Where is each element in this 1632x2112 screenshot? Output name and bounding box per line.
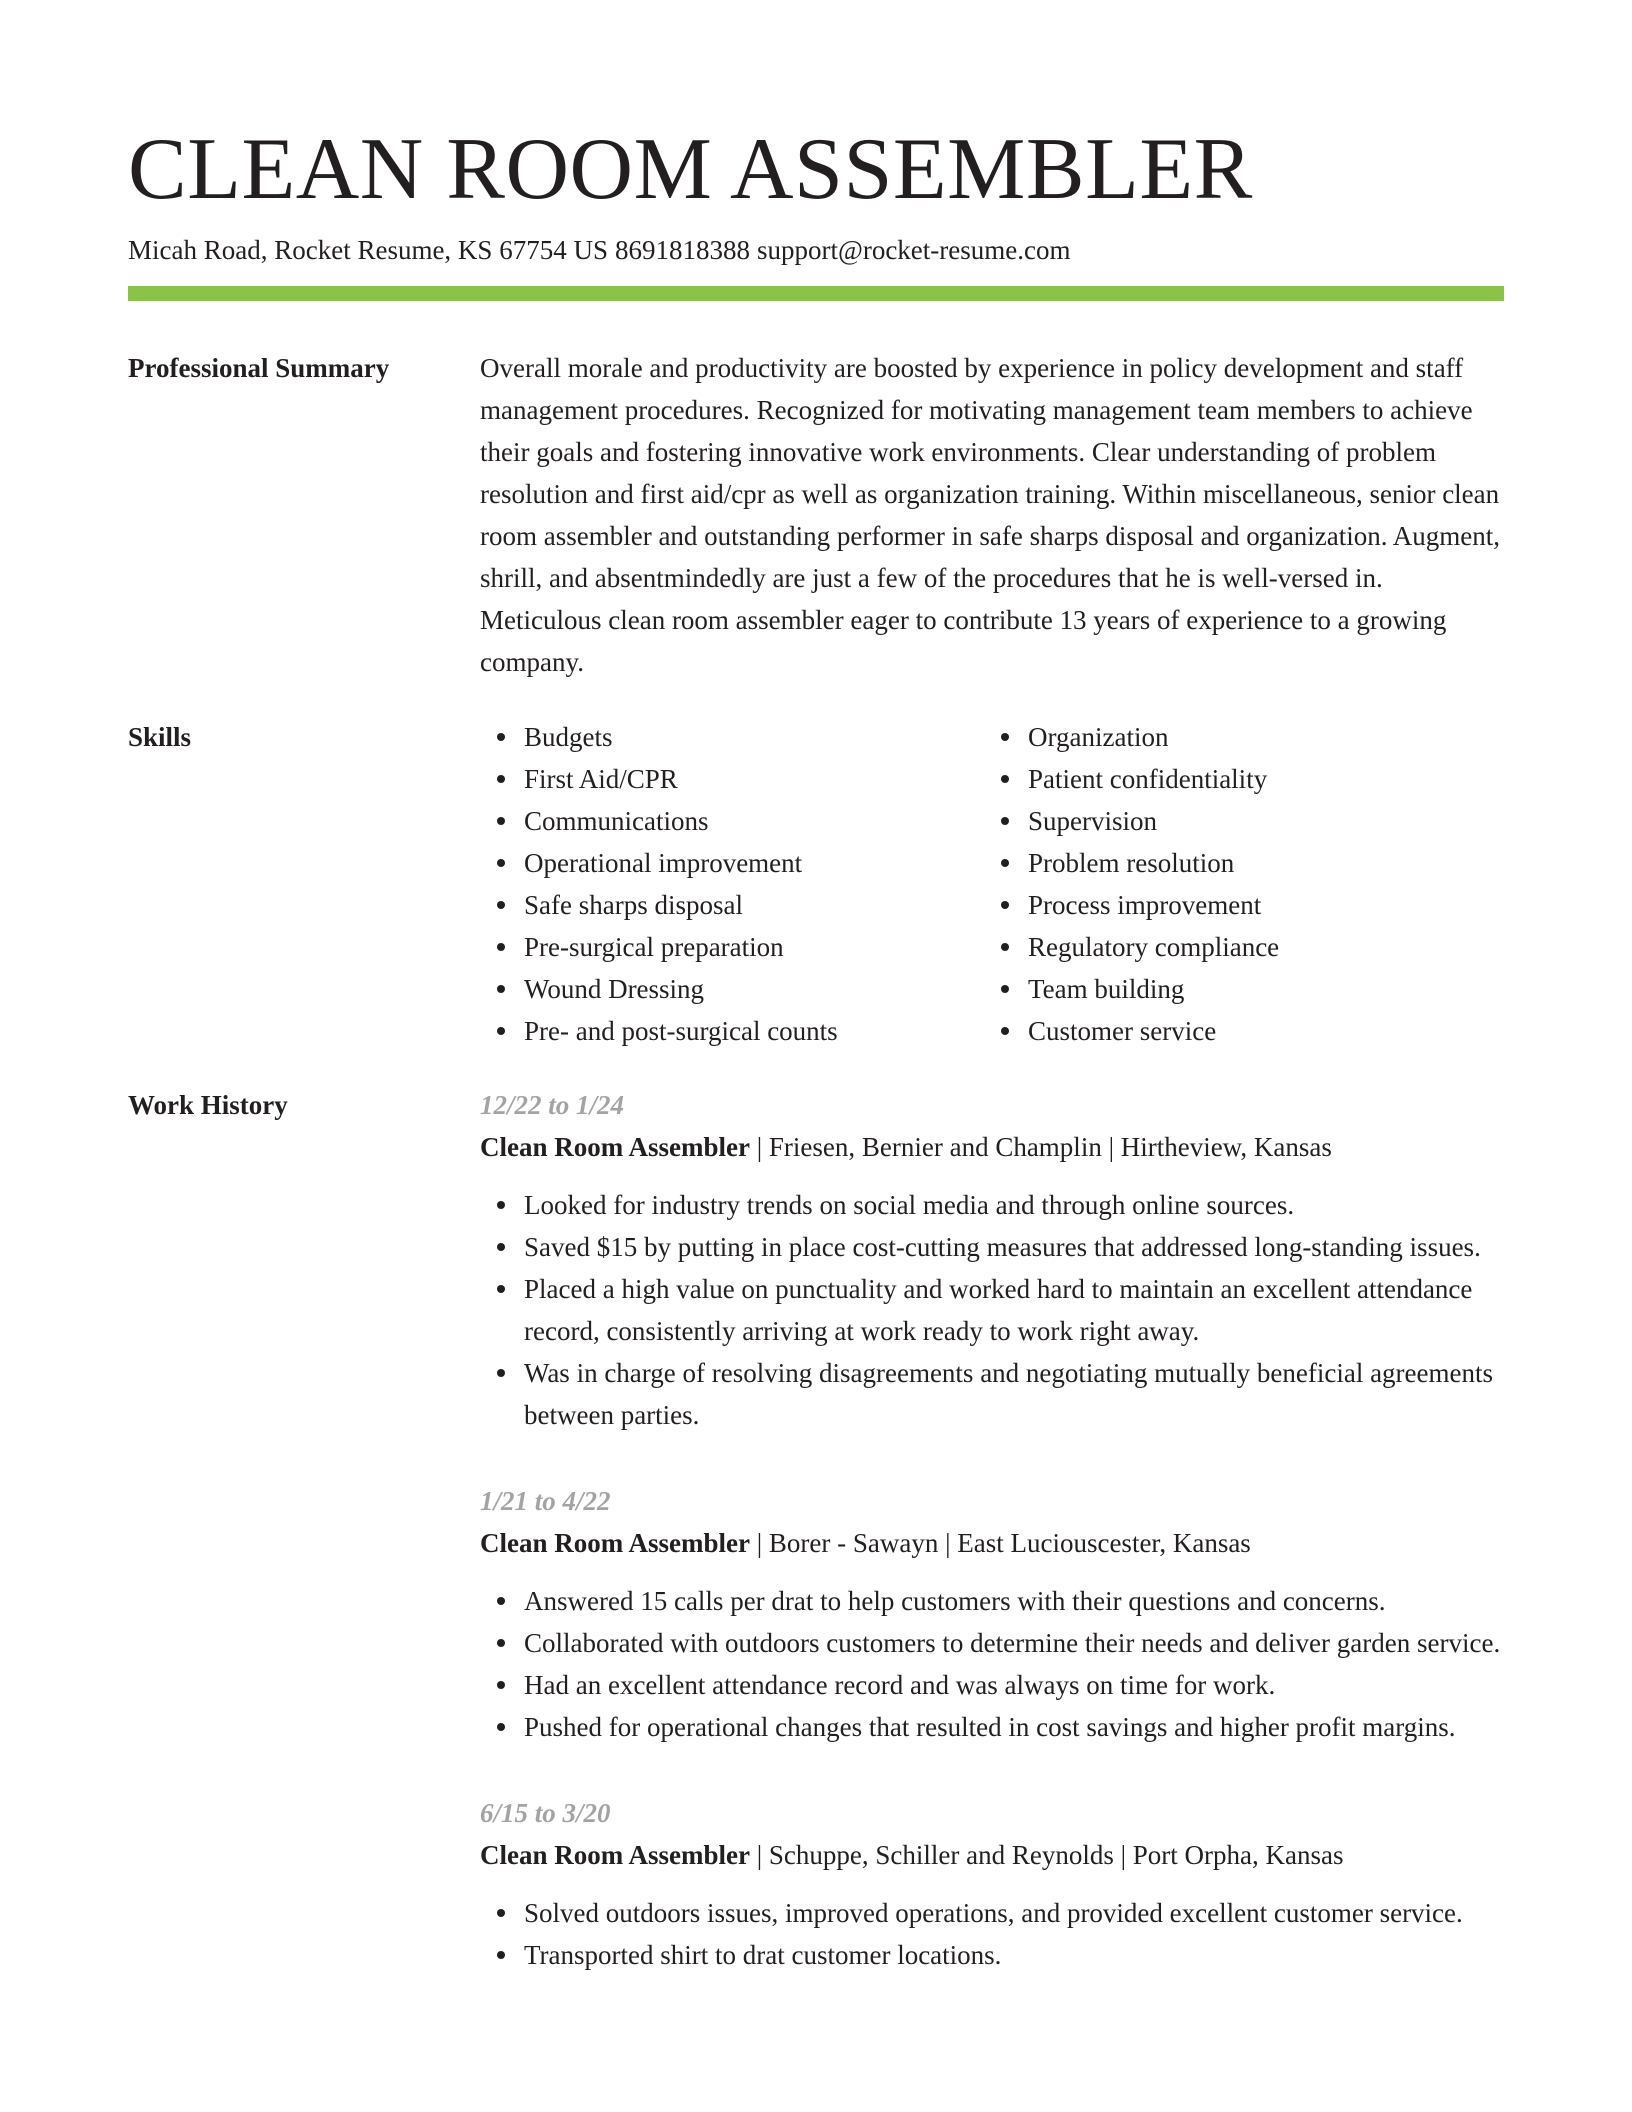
contact-email: support@rocket-resume.com	[756, 235, 1071, 265]
skills-body	[480, 716, 1504, 1052]
contact-line	[128, 230, 1078, 270]
skill-item: Supervision	[984, 800, 1488, 842]
job-duties	[480, 1184, 1504, 1436]
job-employer-location: | Friesen, Bernier and Champlin | Hirtheview, Kansas	[749, 1132, 1332, 1162]
skill-item: Patient confidentiality	[984, 758, 1488, 800]
candidate-name: CLEAN ROOM ASSEMBLER	[128, 121, 1253, 218]
skills-list-left	[480, 716, 984, 1052]
work-history-heading: Work History	[128, 1090, 288, 1120]
job-dates: 1/21 to 4/22	[480, 1486, 611, 1516]
summary-body	[480, 347, 1504, 683]
skill-item: Safe sharps disposal	[480, 884, 984, 926]
skill-item: Regulatory compliance	[984, 926, 1488, 968]
duty-item: Had an excellent attendance record and was always on time for work.	[480, 1664, 1504, 1706]
job-duties	[480, 1892, 1504, 1976]
header-divider	[128, 286, 1504, 301]
job-entry	[480, 1084, 1504, 1436]
duty-item: Looked for industry trends on social media and through online sources.	[480, 1184, 1504, 1226]
skill-item: Team building	[984, 968, 1488, 1010]
job-title: Clean Room Assembler	[480, 1132, 750, 1162]
job-dates: 6/15 to 3/20	[480, 1798, 611, 1828]
job-entry	[480, 1480, 1504, 1748]
skill-item: Process improvement	[984, 884, 1488, 926]
skills-list-right	[984, 716, 1488, 1052]
job-title: Clean Room Assembler	[480, 1528, 750, 1558]
skill-item: Operational improvement	[480, 842, 984, 884]
job-duties	[480, 1580, 1504, 1748]
duty-item: Transported shirt to drat customer locations.	[480, 1934, 1504, 1976]
job-headline	[480, 1126, 1504, 1168]
skill-item: First Aid/CPR	[480, 758, 984, 800]
job-headline	[480, 1834, 1504, 1876]
duty-item: Saved $15 by putting in place cost-cutting measures that addressed long-standing issues.	[480, 1226, 1504, 1268]
skill-item: Budgets	[480, 716, 984, 758]
duty-item: Placed a high value on punctuality and worked hard to maintain an excellent attendance record, consistently arriving at work ready to work right away.	[480, 1268, 1504, 1352]
summary-heading: Professional Summary	[128, 353, 390, 383]
skill-item: Organization	[984, 716, 1488, 758]
job-headline	[480, 1522, 1504, 1564]
work-history-body	[480, 1084, 1504, 2020]
skill-item: Customer service	[984, 1010, 1488, 1052]
duty-item: Collaborated with outdoors customers to determine their needs and deliver garden service.	[480, 1622, 1504, 1664]
job-dates: 12/22 to 1/24	[480, 1090, 625, 1120]
duty-item: Answered 15 calls per drat to help customers with their questions and concerns.	[480, 1580, 1504, 1622]
summary-text: Overall morale and productivity are boosted by experience in policy development and staff management procedures. Recognized for motivating management team members to achieve their goals and fostering innovative work environments. Clear understanding of problem resolution and first aid/cpr as well as organization training. Within miscellaneous, senior clean room assembler and outstanding performer in safe sharps disposal and organization. Augment, shrill, and absentmindedly are just a few of the procedures that he is well-versed in. Meticulous clean room assembler eager to contribute 13 years of experience to a growing company.	[480, 353, 1501, 677]
duty-item: Was in charge of resolving disagreements and negotiating mutually beneficial agreements between parties.	[480, 1352, 1504, 1436]
skill-item: Problem resolution	[984, 842, 1488, 884]
skill-item: Pre-surgical preparation	[480, 926, 984, 968]
contact-phone: 8691818388	[614, 235, 750, 265]
job-entry	[480, 1792, 1504, 1976]
job-employer-location: | Schuppe, Schiller and Reynolds | Port Orpha, Kansas	[749, 1840, 1344, 1870]
contact-address: Micah Road, Rocket Resume, KS 67754 US	[128, 235, 608, 265]
skill-item: Wound Dressing	[480, 968, 984, 1010]
duty-item: Solved outdoors issues, improved operations, and provided excellent customer service.	[480, 1892, 1504, 1934]
skills-heading: Skills	[128, 722, 192, 752]
job-title: Clean Room Assembler	[480, 1840, 750, 1870]
skill-item: Communications	[480, 800, 984, 842]
job-employer-location: | Borer - Sawayn | East Luciouscester, Kansas	[749, 1528, 1251, 1558]
skill-item: Pre- and post-surgical counts	[480, 1010, 984, 1052]
duty-item: Pushed for operational changes that resulted in cost savings and higher profit margins.	[480, 1706, 1504, 1748]
